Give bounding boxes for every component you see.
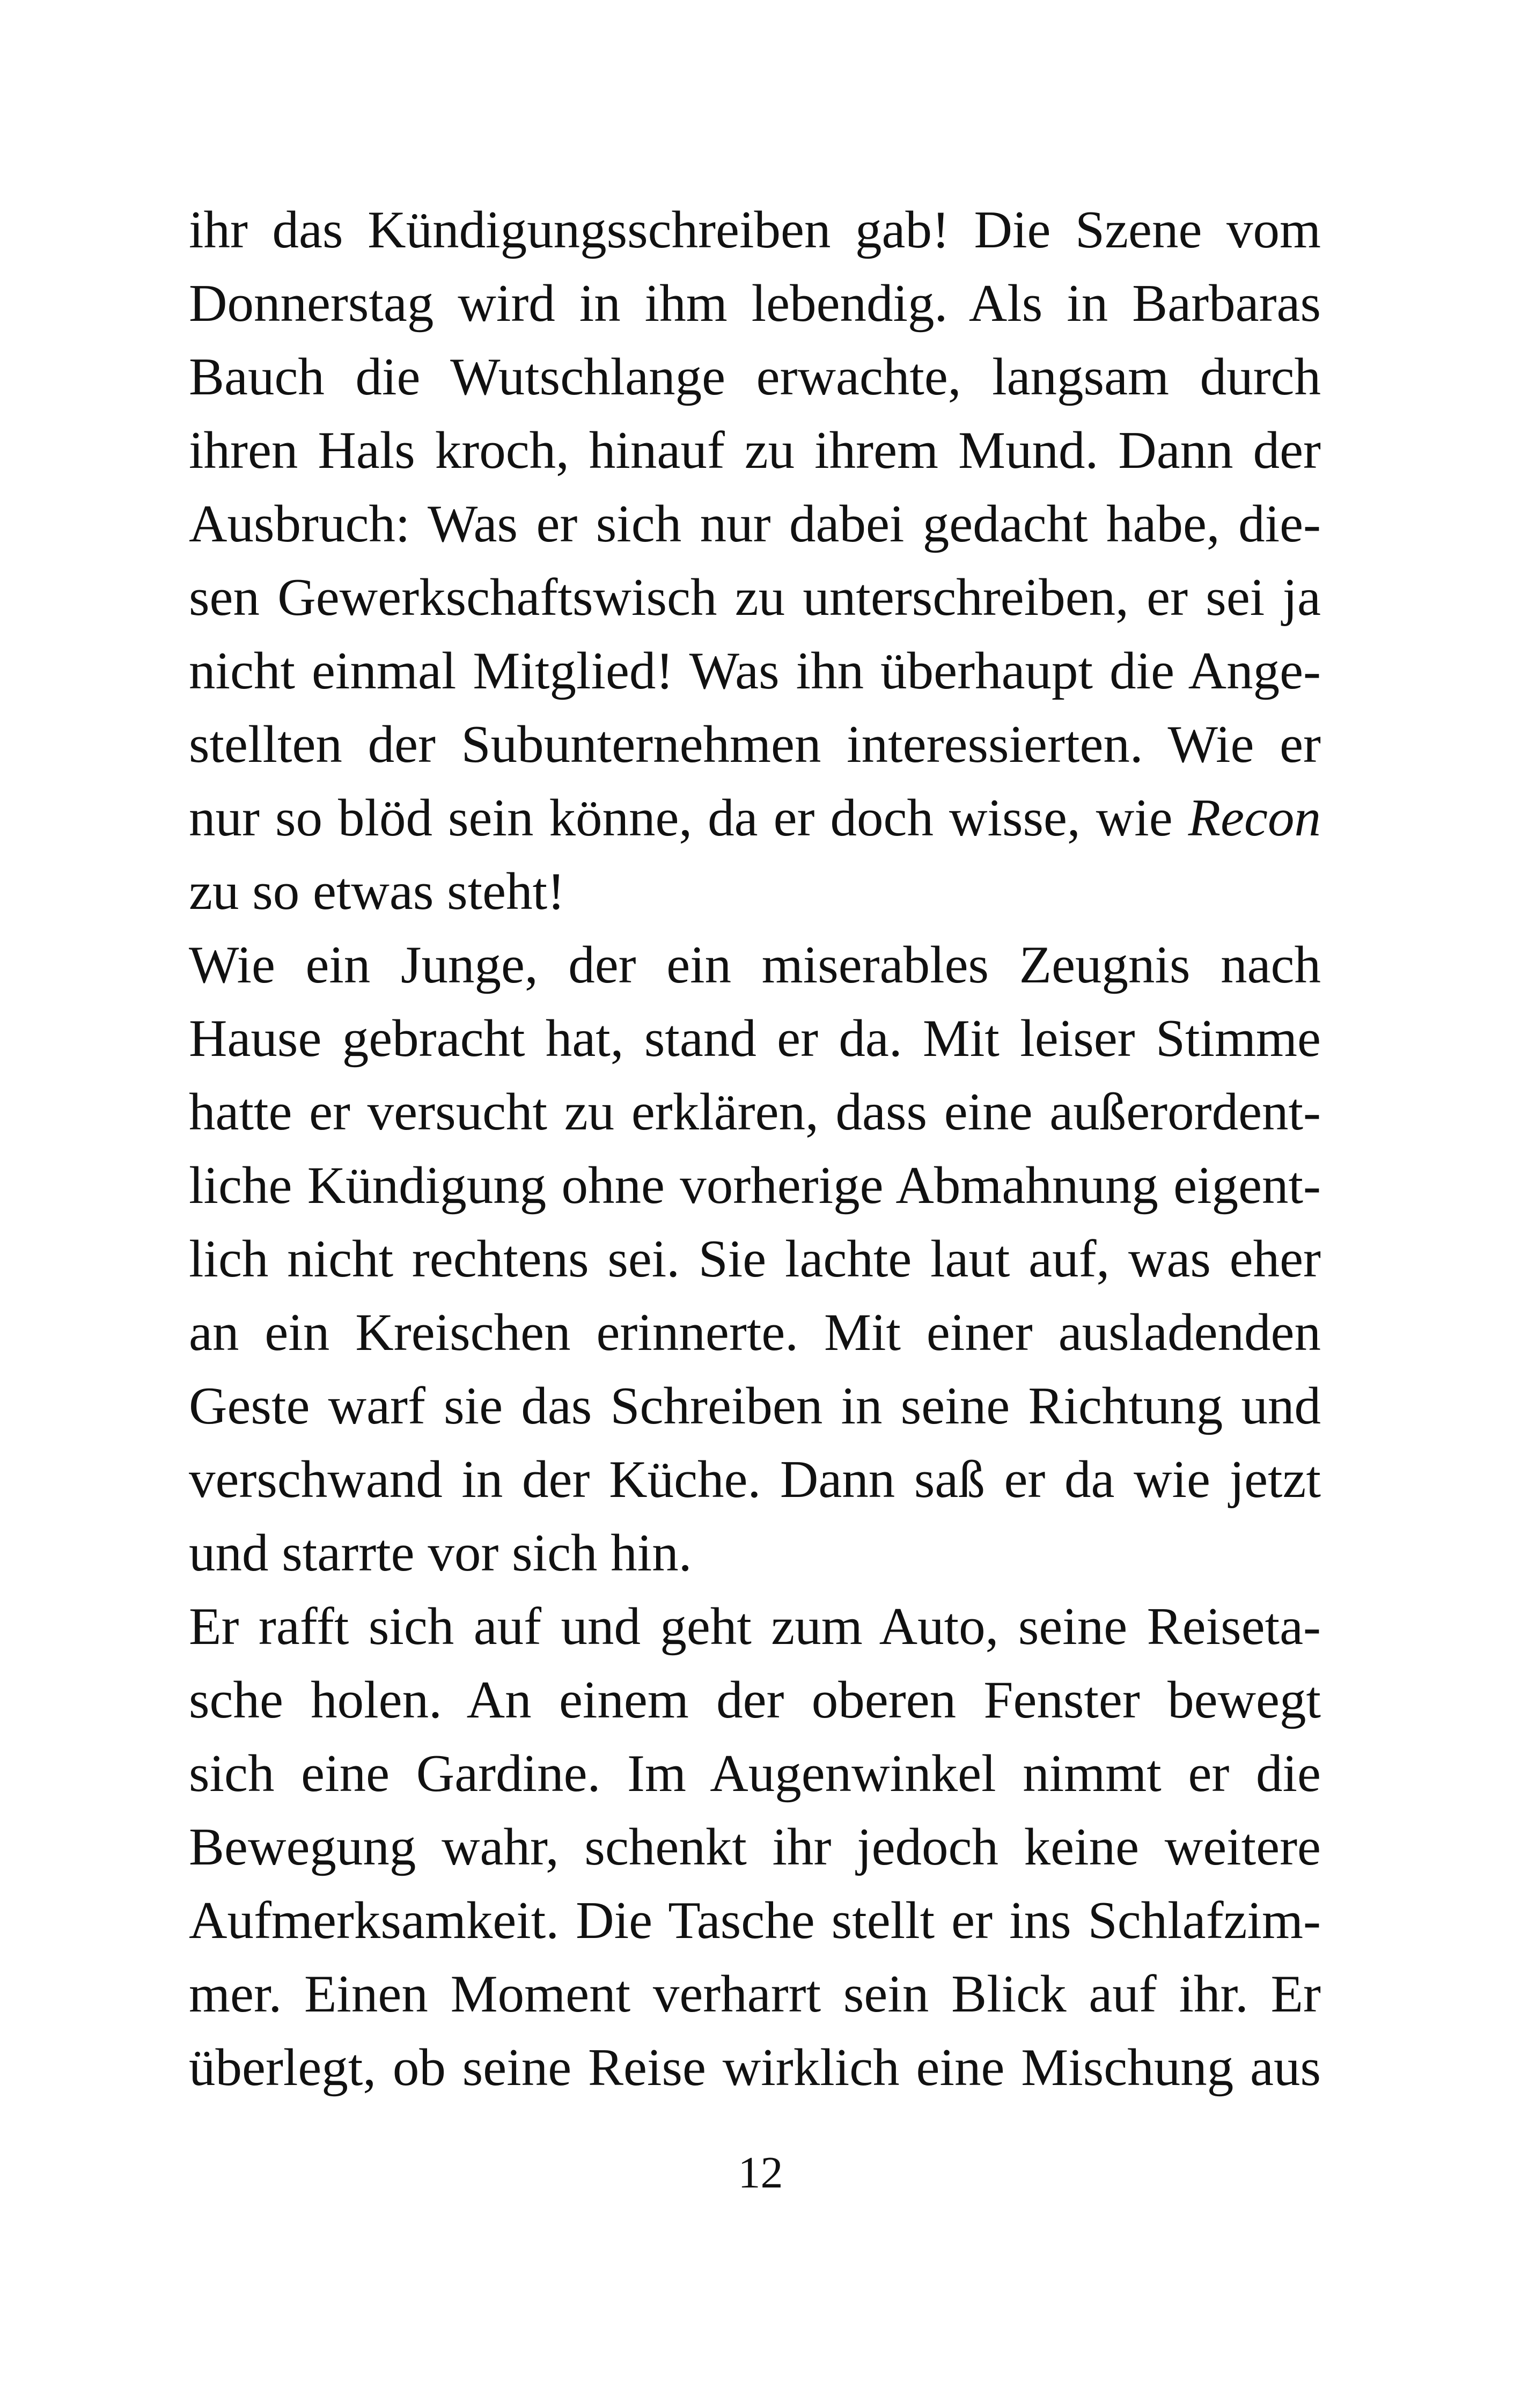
text-line: und starrte vor sich hin. xyxy=(189,1524,692,1582)
text-line: Donnerstag wird in ihm lebendig. Als in Barbaras xyxy=(189,274,1321,333)
text-line: verschwand in der Küche. Dann saß er da wie jetzt xyxy=(189,1450,1321,1509)
text-line: mer. Einen Moment verharrt sein Blick auf ihr. Er xyxy=(189,1965,1321,2023)
text-line: stellten der Subunternehmen interessierten. Wie er xyxy=(189,715,1321,774)
paragraph-2 xyxy=(189,928,1321,1590)
text-line: liche Kündigung ohne vorherige Abmahnung eigent- xyxy=(189,1156,1321,1215)
text-line: sche holen. An einem der oberen Fenster bewegt xyxy=(189,1671,1321,1729)
text-line: Hause gebracht hat, stand er da. Mit leiser Stimme xyxy=(189,1009,1321,1068)
text-line: sich eine Gardine. Im Augenwinkel nimmt er die xyxy=(189,1744,1321,1803)
text-line: Aufmerksamkeit. Die Tasche stellt er ins Schlafzim- xyxy=(189,1891,1321,1950)
paragraph-3 xyxy=(189,1590,1321,2104)
text-line: Er rafft sich auf und geht zum Auto, seine Reiseta- xyxy=(189,1597,1321,1656)
text-line: ihr das Kündigungsschreiben gab! Die Szene vom xyxy=(189,201,1321,259)
paragraph-1 xyxy=(189,193,1321,928)
page-number: 12 xyxy=(738,2148,783,2198)
text-line: zu so etwas steht! xyxy=(189,862,565,921)
text-line: sen Gewerkschaftswisch zu unterschreiben, er sei ja xyxy=(189,568,1321,627)
text-line: lich nicht rechtens sei. Sie lachte laut auf, was eher xyxy=(189,1230,1321,1288)
text-line: überlegt, ob seine Reise wirklich eine Mischung aus xyxy=(189,2038,1321,2097)
text-line: Geste warf sie das Schreiben in seine Richtung und xyxy=(189,1377,1321,1435)
text-line: hatte er versucht zu erklären, dass eine außerordent- xyxy=(189,1083,1321,1141)
text-line: Bewegung wahr, schenkt ihr jedoch keine weitere xyxy=(189,1818,1321,1876)
text-line: Bauch die Wutschlange erwachte, langsam durch xyxy=(189,348,1321,406)
text-line-with-italic xyxy=(189,781,1321,855)
text-line: nicht einmal Mitglied! Was ihn überhaupt die Ange- xyxy=(189,642,1321,700)
text-line: Wie ein Junge, der ein miserables Zeugnis nach xyxy=(189,936,1321,994)
text-line: an ein Kreischen erinnerte. Mit einer ausladenden xyxy=(189,1303,1321,1362)
italic-company-name: Recon xyxy=(1188,789,1321,847)
text-segment: nur so blöd sein könne, da er doch wisse, wie xyxy=(189,789,1188,847)
text-line: Ausbruch: Was er sich nur dabei gedacht habe, die- xyxy=(189,495,1321,553)
body-text xyxy=(189,193,1321,2104)
text-line: ihren Hals kroch, hinauf zu ihrem Mund. Dann der xyxy=(189,421,1321,480)
